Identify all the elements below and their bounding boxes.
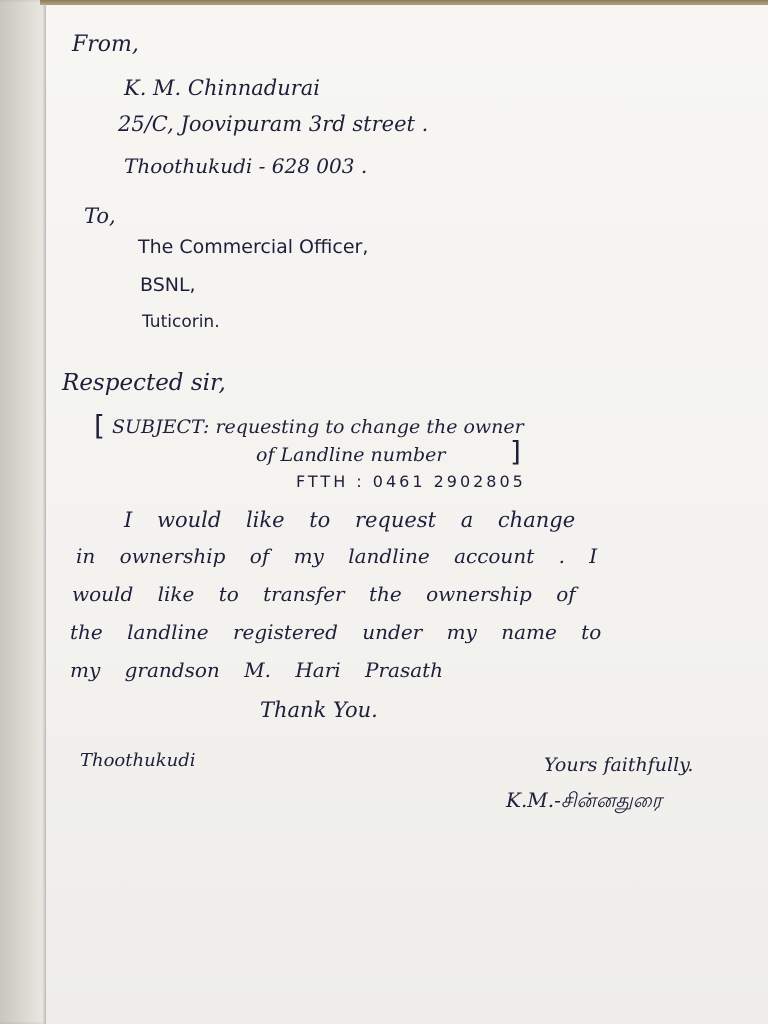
recipient-title: The Commercial Officer,: [138, 236, 369, 258]
thank-you: Thank You.: [260, 698, 378, 722]
from-label: From,: [72, 32, 139, 57]
subject-line-2: of Landline number: [256, 444, 446, 466]
body-line-3: would like to transfer the ownership of: [72, 582, 576, 606]
subject-close-bracket: ]: [510, 435, 521, 468]
salutation: Respected sir,: [62, 370, 226, 396]
yours-faithfully: Yours faithfully.: [544, 754, 694, 776]
body-line-2: in ownership of my landline account . I: [76, 544, 598, 568]
subject-open-bracket: [: [94, 409, 105, 442]
subject-line-1: SUBJECT: requesting to change the owner: [112, 416, 524, 438]
sender-street: 25/C, Joovipuram 3rd street .: [118, 112, 429, 136]
to-label: To,: [84, 204, 116, 228]
body-line-5: my grandson M. Hari Prasath: [70, 658, 444, 682]
body-line-4: the landline registered under my name to: [70, 620, 602, 644]
place: Thoothukudi: [80, 750, 196, 771]
sender-name: K. M. Chinnadurai: [124, 76, 321, 100]
ftth-number: FTTH : 0461 2902805: [296, 472, 526, 491]
recipient-org: BSNL,: [140, 274, 196, 296]
body-line-1: I would like to request a change: [124, 508, 576, 532]
signature: K.M.-சின்னதுரை: [506, 788, 662, 812]
notebook-binding: [0, 0, 46, 1024]
recipient-city: Tuticorin.: [142, 312, 220, 332]
sender-city: Thoothukudi - 628 003 .: [124, 154, 368, 178]
